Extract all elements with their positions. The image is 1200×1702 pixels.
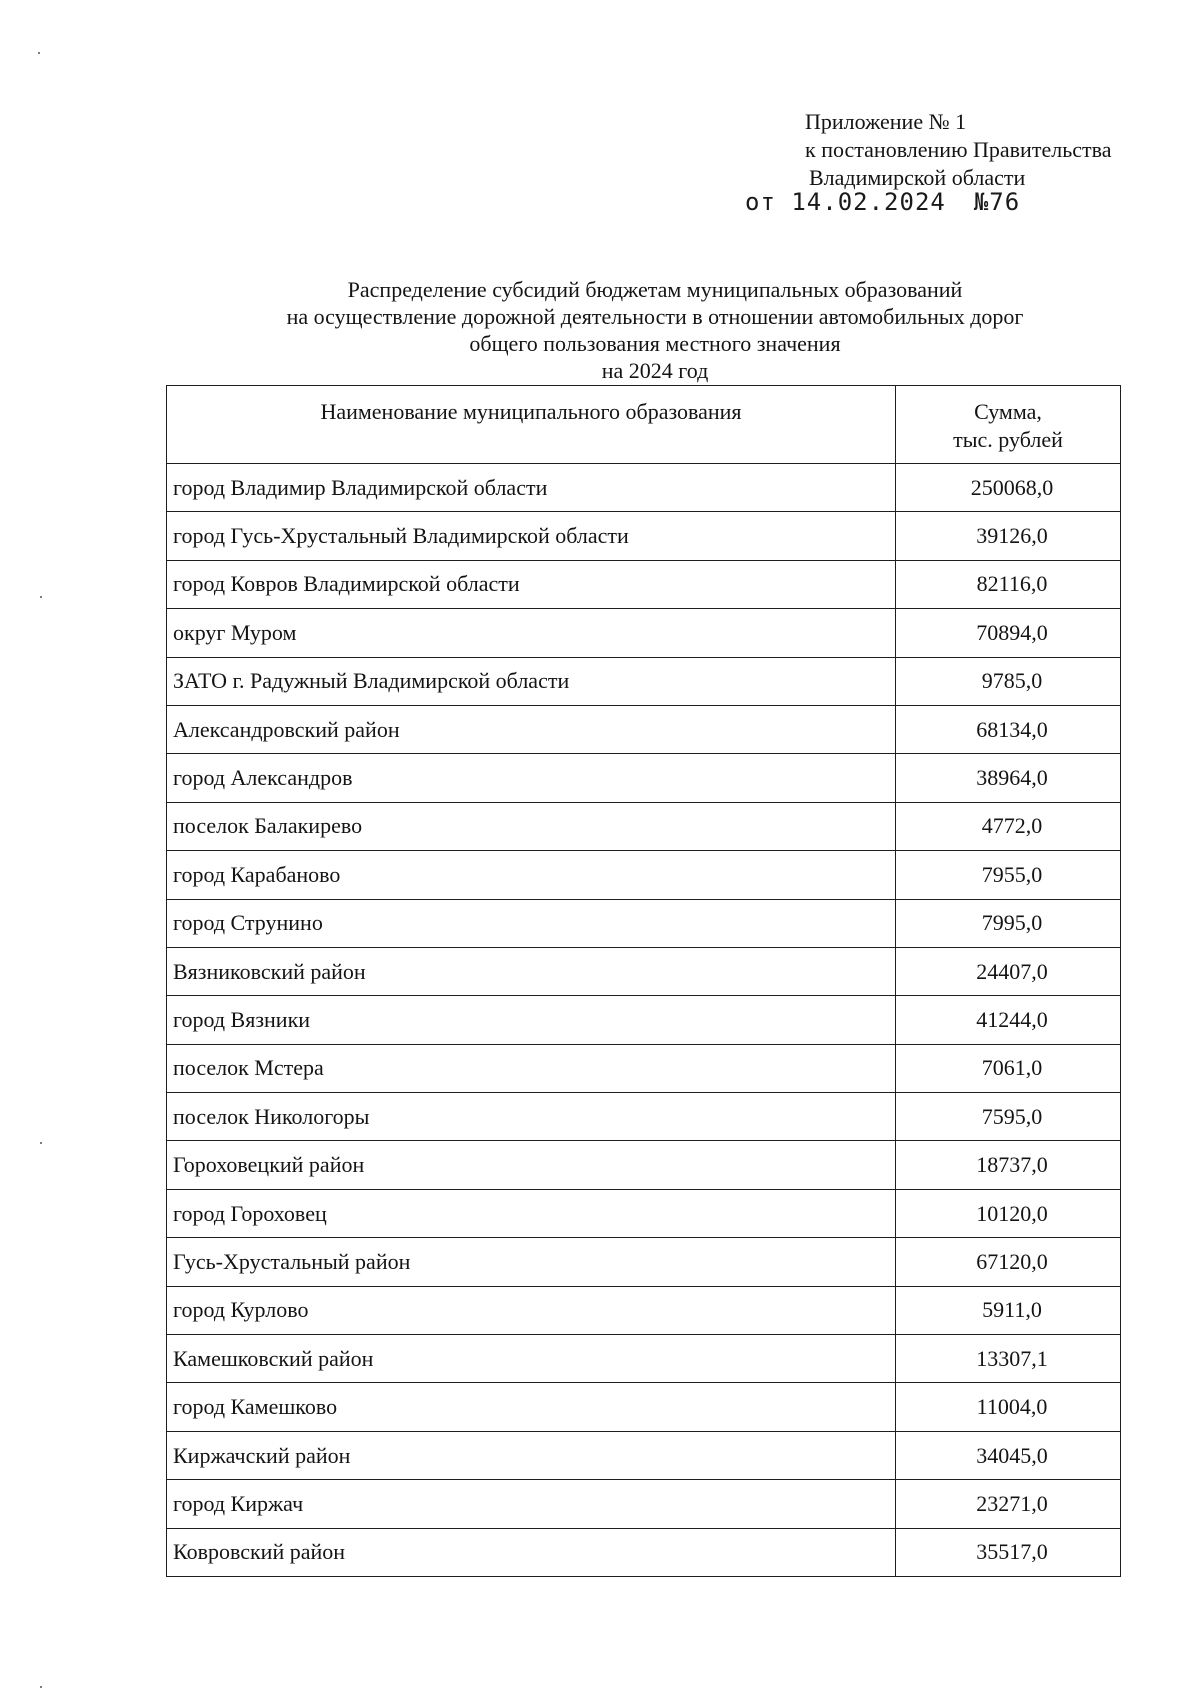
scan-speck: [38, 52, 40, 54]
row-name: поселок Балакирево: [167, 802, 896, 850]
row-sum: 7061,0: [896, 1044, 1121, 1092]
subsidy-table: [166, 385, 1121, 1577]
table-row: [167, 1335, 1121, 1383]
subsidy-table-container: [166, 385, 1121, 1577]
table-row: [167, 851, 1121, 899]
row-name: город Александров: [167, 754, 896, 802]
row-name: поселок Мстера: [167, 1044, 896, 1092]
table-row: [167, 1480, 1121, 1528]
row-name: город Владимир Владимирской области: [167, 464, 896, 512]
table-row: [167, 1286, 1121, 1334]
document-title: [160, 276, 1150, 384]
table-row: [167, 1238, 1121, 1286]
column-header-name: Наименование муниципального образования: [167, 386, 896, 464]
row-sum: 11004,0: [896, 1383, 1121, 1431]
table-row: [167, 657, 1121, 705]
row-sum: 5911,0: [896, 1286, 1121, 1334]
row-name: город Камешково: [167, 1383, 896, 1431]
row-name: Камешковский район: [167, 1335, 896, 1383]
row-name: Гусь-Хрустальный район: [167, 1238, 896, 1286]
table-row: [167, 705, 1121, 753]
table-row: [167, 1093, 1121, 1141]
table-header-row: [167, 386, 1121, 464]
table-row: [167, 996, 1121, 1044]
column-header-sum-line1: Сумма,: [974, 399, 1042, 424]
row-name: Киржачский район: [167, 1431, 896, 1479]
title-line-2: на осуществление дорожной деятельности в отношении автомобильных дорог: [286, 304, 1024, 329]
row-sum: 82116,0: [896, 560, 1121, 608]
scan-speck: [40, 596, 42, 598]
column-header-sum-line2: тыс. рублей: [953, 427, 1063, 452]
table-row: [167, 1141, 1121, 1189]
row-sum: 7995,0: [896, 899, 1121, 947]
row-sum: 38964,0: [896, 754, 1121, 802]
table-row: [167, 802, 1121, 850]
row-sum: 41244,0: [896, 996, 1121, 1044]
row-name: Гороховецкий район: [167, 1141, 896, 1189]
scan-speck: [40, 1686, 42, 1688]
table-row: [167, 464, 1121, 512]
row-name: округ Муром: [167, 609, 896, 657]
date-number-stamp: [745, 188, 1020, 216]
column-header-sum: [896, 386, 1121, 464]
table-row: [167, 1383, 1121, 1431]
row-sum: 9785,0: [896, 657, 1121, 705]
row-name: Ковровский район: [167, 1528, 896, 1576]
row-name: город Киржач: [167, 1480, 896, 1528]
table-row: [167, 560, 1121, 608]
row-sum: 67120,0: [896, 1238, 1121, 1286]
table-row: [167, 609, 1121, 657]
row-sum: 39126,0: [896, 512, 1121, 560]
row-sum: 13307,1: [896, 1335, 1121, 1383]
table-row: [167, 754, 1121, 802]
row-name: город Вязники: [167, 996, 896, 1044]
row-sum: 34045,0: [896, 1431, 1121, 1479]
table-row: [167, 1431, 1121, 1479]
row-sum: 24407,0: [896, 947, 1121, 995]
row-sum: 7955,0: [896, 851, 1121, 899]
stamp-number: №76: [973, 188, 1021, 216]
row-name: город Гороховец: [167, 1189, 896, 1237]
row-sum: 18737,0: [896, 1141, 1121, 1189]
appendix-header: [805, 108, 1111, 192]
row-name: Вязниковский район: [167, 947, 896, 995]
row-name: поселок Никологоры: [167, 1093, 896, 1141]
row-name: город Курлово: [167, 1286, 896, 1334]
table-row: [167, 899, 1121, 947]
row-name: город Струнино: [167, 899, 896, 947]
row-name: город Ковров Владимирской области: [167, 560, 896, 608]
row-sum: 23271,0: [896, 1480, 1121, 1528]
row-sum: 10120,0: [896, 1189, 1121, 1237]
table-row: [167, 1189, 1121, 1237]
table-row: [167, 947, 1121, 995]
table-row: [167, 1044, 1121, 1092]
row-name: Александровский район: [167, 705, 896, 753]
appendix-region: Владимирской области: [809, 165, 1026, 190]
stamp-date: от 14.02.2024: [745, 188, 946, 216]
row-name: город Карабаново: [167, 851, 896, 899]
row-sum: 35517,0: [896, 1528, 1121, 1576]
scan-speck: [40, 1142, 42, 1144]
row-sum: 70894,0: [896, 609, 1121, 657]
row-sum: 68134,0: [896, 705, 1121, 753]
row-name: ЗАТО г. Радужный Владимирской области: [167, 657, 896, 705]
row-sum: 4772,0: [896, 802, 1121, 850]
appendix-number: Приложение № 1: [805, 109, 967, 134]
row-name: город Гусь-Хрустальный Владимирской области: [167, 512, 896, 560]
title-line-4: на 2024 год: [601, 358, 709, 383]
title-line-1: Распределение субсидий бюджетам муниципальных образований: [347, 277, 963, 302]
table-row: [167, 512, 1121, 560]
row-sum: 7595,0: [896, 1093, 1121, 1141]
row-sum: 250068,0: [896, 464, 1121, 512]
title-line-3: общего пользования местного значения: [469, 331, 841, 356]
table-row: [167, 1528, 1121, 1576]
appendix-resolution-ref: к постановлению Правительства: [805, 137, 1112, 162]
